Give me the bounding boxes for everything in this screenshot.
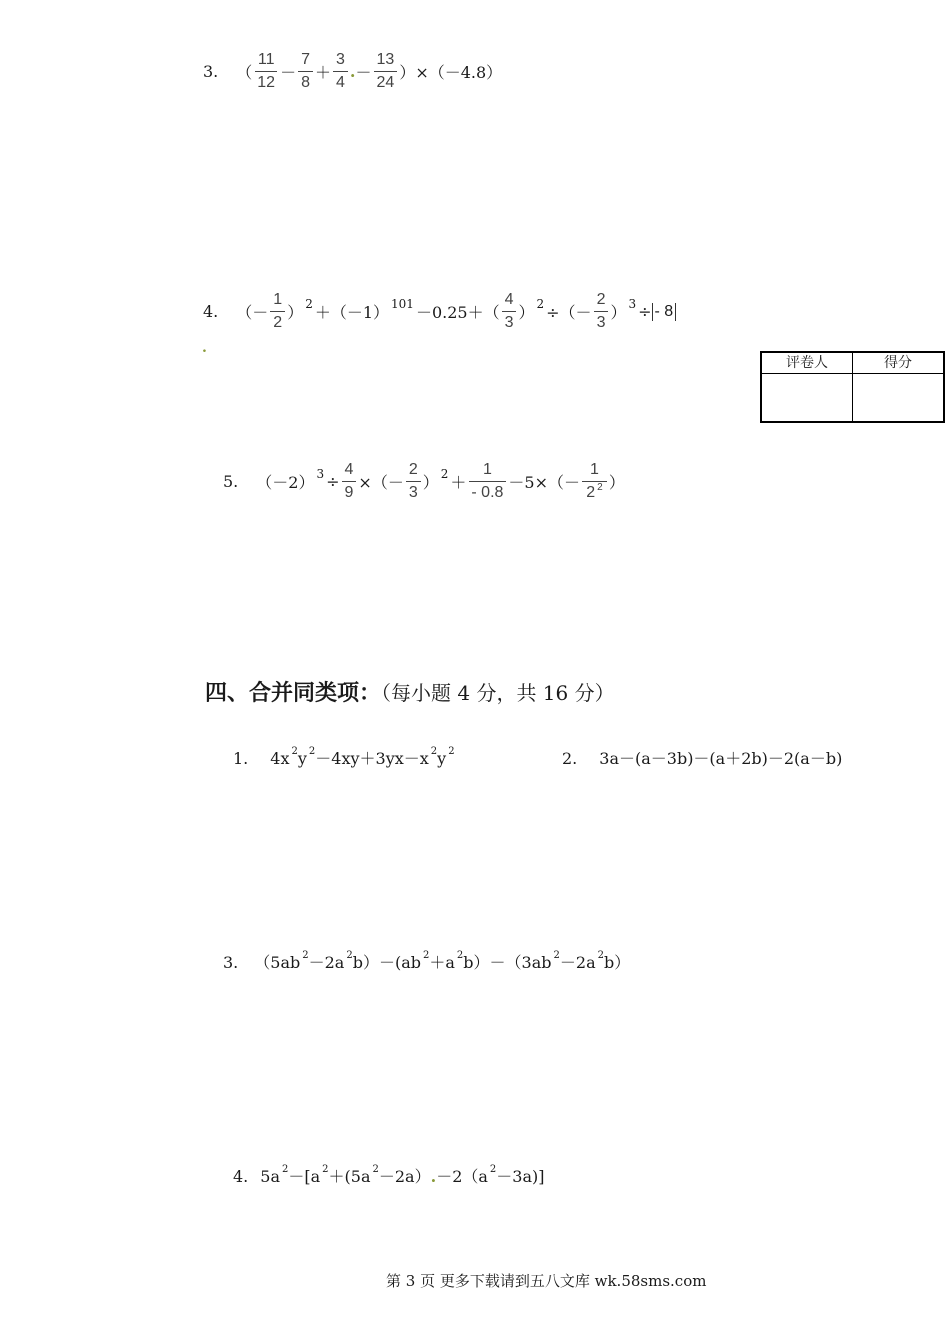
fraction: $\frac{1}{2 ^2}$ xyxy=(582,462,607,501)
fraction: $\frac{7}{8}$ xyxy=(298,52,313,91)
section-title: 四、合并同类项： xyxy=(205,681,382,706)
problem-3: 3. （ $\frac{11}{12}$ － $\frac{7}{8}$ ＋ $\frac{3}{4}$ . － $\frac{13}{24}$ ）×（－4.8） xyxy=(203,51,503,91)
fraction: $\frac{2}{3}$ xyxy=(594,292,609,331)
problem-5: 5. （－2） 3 ÷ $\frac{4}{9}$ ×（－ $\frac{2}{3}$ ） 2 ＋ $\frac{1}{- 0.8}$ －5×（－ $\frac{1}{2 ^2}$ ） xyxy=(223,461,625,501)
fraction: $\frac{2}{3}$ xyxy=(406,462,421,501)
page-footer: 第 3 页 更多下载请到五八文库 wk.58sms.com xyxy=(386,1272,707,1290)
like-terms-3: 3. （5ab $^2$－2a $^2$b）－(ab $^2$＋a $^2$b）－（3ab $^2$－2a $^2$b） xyxy=(223,950,631,972)
problem-4: 4. （－ $\frac{1}{2}$ ） 2 ＋（－1） 101 －0.25＋（ $\frac{4}{3}$ ） 2 ÷（－ $\frac{2}{3}$ ） 3 ÷ - 8 xyxy=(203,292,676,331)
stray-dot: . xyxy=(430,1167,437,1186)
fraction: $\frac{3}{4}$ xyxy=(333,52,348,91)
stray-dot: . xyxy=(202,340,207,356)
reviewer-cell xyxy=(761,374,853,423)
problem-number: 3. xyxy=(203,62,219,81)
absolute-value: - 8 xyxy=(652,303,677,321)
fraction: $\frac{1}{2}$ xyxy=(270,292,285,331)
fraction: $\frac{4}{3}$ xyxy=(502,292,517,331)
fraction: $\frac{4}{9}$ xyxy=(342,462,357,501)
score-table xyxy=(760,351,945,423)
problem-number: 4. xyxy=(203,302,219,321)
problem-number: 5. xyxy=(223,472,239,491)
reviewer-header: 评卷人 xyxy=(761,352,853,374)
fraction: $\frac{1}{- 0.8}$ xyxy=(468,462,506,501)
score-header: 得分 xyxy=(853,352,945,374)
section-note: （每小题 4 分，共 16 分） xyxy=(381,681,615,705)
like-terms-2: 2. 3a－(a－3b)－(a＋2b)－2(a－b) xyxy=(562,749,843,768)
fraction: $\frac{13}{24}$ xyxy=(374,52,398,91)
fraction: $\frac{11}{12}$ xyxy=(254,52,278,91)
score-cell xyxy=(853,374,945,423)
like-terms-1: 1. 4x $^2$y $^2$－4xy＋3yx－x $^2$y $^2$ xyxy=(233,746,455,768)
like-terms-4: 4. 5a $^2$－[a $^2$＋(5a $^2$－2a）.－2（a $^2$－3a)] xyxy=(233,1164,545,1186)
section-heading xyxy=(205,676,615,707)
stray-dot: . xyxy=(349,62,356,81)
